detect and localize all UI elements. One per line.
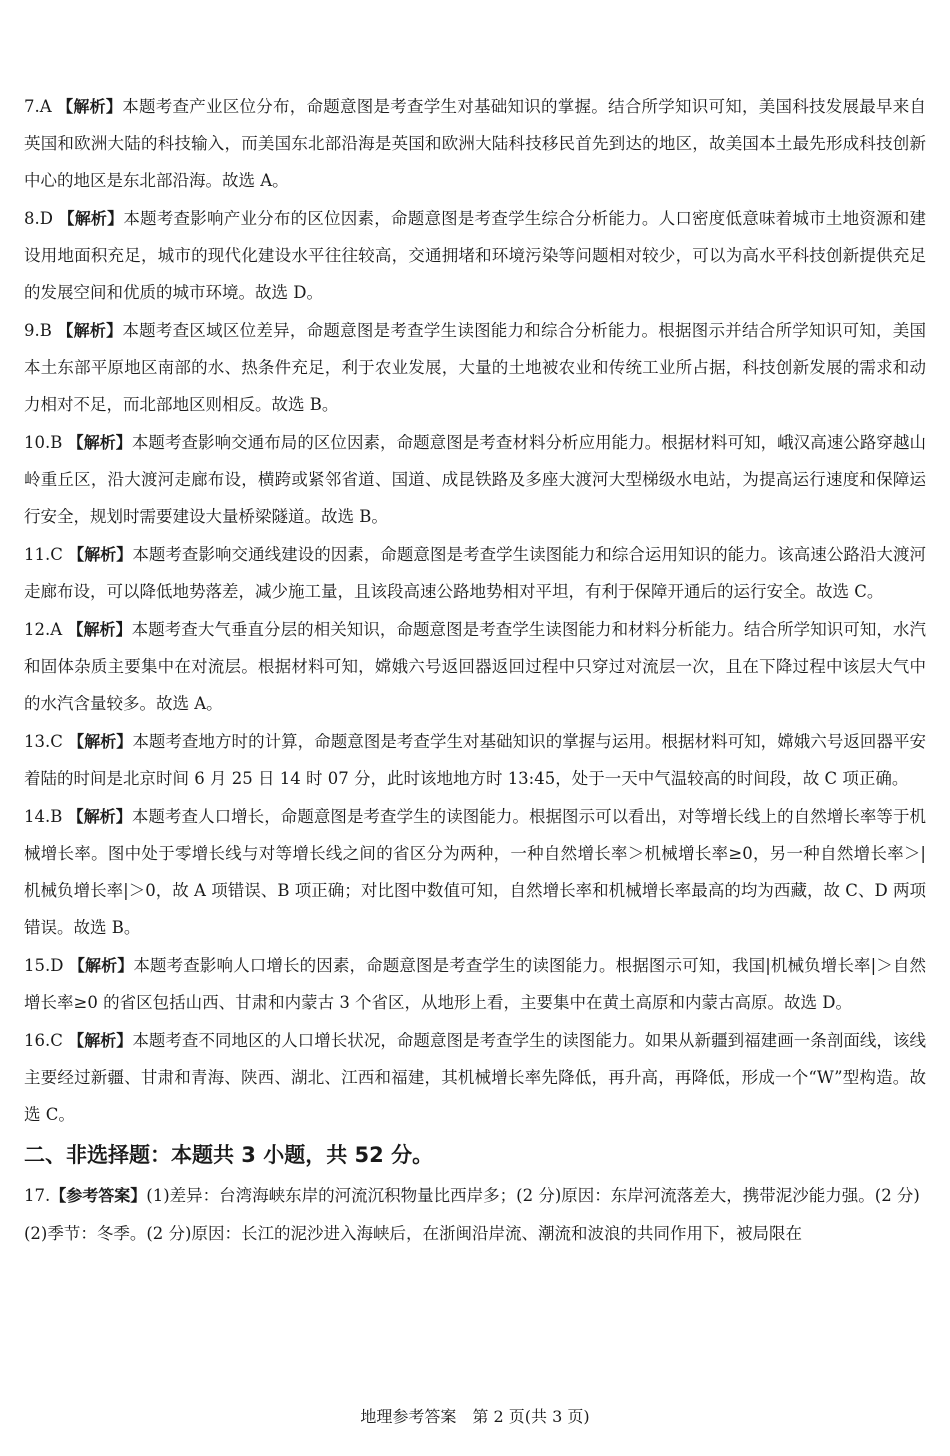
answer-q13 (24, 723, 926, 797)
analysis-text: 本题考查大气垂直分层的相关知识，命题意图是考查学生读图能力和材料分析能力。结合所学知识可知，水汽和固体杂质主要集中在对流层。根据材料可知，嫦娥六号返回器返回过程中只穿过对流层一次，且在下降过程中该层大气中的水汽含量较多。故选 A。 (24, 620, 926, 713)
question-number: 16.C (24, 1031, 63, 1050)
analysis-text: 本题考查产业区位分布，命题意图是考查学生对基础知识的掌握。结合所学知识可知，美国科技发展最早来自英国和欧洲大陆的科技输入，而美国东北部沿海是英国和欧洲大陆科技移民首先到达的地区，故美国本土最先形成科技创新中心的地区是东北部沿海。故选 A。 (24, 97, 926, 190)
answer-q12 (24, 611, 926, 722)
analysis-text: 本题考查地方时的计算，命题意图是考查学生对基础知识的掌握与运用。根据材料可知，嫦娥六号返回器平安着陆的时间是北京时间 6 月 25 日 14 时 07 分，此时该地地方时 13:45，处于一天中气温较高的时间段，故 C 项正确。 (24, 732, 926, 788)
question-number: 14.B (24, 807, 63, 826)
question-number: 10.B (24, 433, 63, 452)
question-number: 11.C (24, 545, 63, 564)
answer-q17-part2 (24, 1215, 926, 1252)
reference-answer-tag: 【参考答案】 (50, 1186, 147, 1205)
question-number: 9.B (24, 321, 52, 340)
answer-q17-part1 (24, 1177, 926, 1214)
question-number: 7.A (24, 97, 52, 116)
analysis-tag: 【解析】 (57, 97, 123, 116)
question-number: 13.C (24, 732, 63, 751)
question-number: 8.D (24, 209, 53, 228)
answer-q7 (24, 88, 926, 199)
analysis-tag: 【解析】 (68, 1031, 133, 1050)
analysis-text: 本题考查影响交通布局的区位因素，命题意图是考查材料分析应用能力。根据材料可知，峨汉高速公路穿越山岭重丘区，沿大渡河走廊布设，横跨或紧邻省道、国道、成昆铁路及多座大渡河大型梯级水电站，为提高运行速度和保障运行安全，规划时需要建设大量桥梁隧道。故选 B。 (24, 433, 926, 526)
analysis-text: 本题考查影响产业分布的区位因素，命题意图是考查学生综合分析能力。人口密度低意味着城市土地资源和建设用地面积充足，城市的现代化建设水平往往较高，交通拥堵和环境污染等问题相对较少，可以为高水平科技创新提供充足的发展空间和优质的城市环境。故选 D。 (24, 209, 926, 302)
answer-text: (2)季节：冬季。(2 分)原因：长江的泥沙进入海峡后，在浙闽沿岸流、潮流和波浪的共同作用下，被局限在 (24, 1224, 802, 1243)
answer-q11 (24, 536, 926, 610)
answer-q10 (24, 424, 926, 535)
question-number: 12.A (24, 620, 63, 639)
analysis-tag: 【解析】 (58, 209, 124, 228)
analysis-tag: 【解析】 (67, 433, 132, 452)
analysis-tag: 【解析】 (68, 732, 133, 751)
page-footer: 地理参考答案 第 2 页(共 3 页) (360, 1407, 590, 1426)
analysis-tag: 【解析】 (67, 620, 132, 639)
question-number: 15.D (24, 956, 64, 975)
analysis-text: 本题考查区域区位差异，命题意图是考查学生读图能力和综合分析能力。根据图示并结合所学知识可知，美国本土东部平原地区南部的水、热条件充足，利于农业发展，大量的土地被农业和传统工业所占据，科技创新发展的需求和动力相对不足，而北部地区则相反。故选 B。 (24, 321, 926, 414)
analysis-tag: 【解析】 (68, 545, 133, 564)
answer-text: (1)差异：台湾海峡东岸的河流沉积物量比西岸多；(2 分)原因：东岸河流落差大，携带泥沙能力强。(2 分) (146, 1186, 920, 1205)
question-number: 17. (24, 1186, 51, 1205)
answer-q14 (24, 798, 926, 946)
analysis-text: 本题考查不同地区的人口增长状况，命题意图是考查学生的读图能力。如果从新疆到福建画一条剖面线，该线主要经过新疆、甘肃和青海、陕西、湖北、江西和福建，其机械增长率先降低，再升高，再降低，形成一个“W”型构造。故选 C。 (24, 1031, 926, 1124)
analysis-tag: 【解析】 (57, 321, 123, 340)
analysis-text: 本题考查人口增长，命题意图是考查学生的读图能力。根据图示可以看出，对等增长线上的自然增长率等于机械增长率。图中处于零增长线与对等增长线之间的省区分为两种，一种自然增长率＞机械增长率≥0，另一种自然增长率＞|机械负增长率|＞0，故 A 项错误、B 项正确；对比图中数值可知，自然增长率和机械增长率最高的均为西藏，故 C、D 两项错误。故选 B。 (24, 807, 926, 937)
answer-q16 (24, 1022, 926, 1133)
answer-q8 (24, 200, 926, 311)
answer-q15 (24, 947, 926, 1021)
analysis-text: 本题考查影响人口增长的因素，命题意图是考查学生的读图能力。根据图示可知，我国|机械负增长率|＞自然增长率≥0 的省区包括山西、甘肃和内蒙古 3 个省区，从地形上看，主要集中在黄土高原和内蒙古高原。故选 D。 (24, 956, 926, 1012)
analysis-tag: 【解析】 (68, 956, 134, 975)
answer-q9 (24, 312, 926, 423)
section-title: 二、非选择题：本题共 3 小题，共 52 分。 (24, 1143, 434, 1167)
analysis-tag: 【解析】 (67, 807, 132, 826)
analysis-text: 本题考查影响交通线建设的因素，命题意图是考查学生读图能力和综合运用知识的能力。该高速公路沿大渡河走廊布设，可以降低地势落差，减少施工量，且该段高速公路地势相对平坦，有利于保障开通后的运行安全。故选 C。 (24, 545, 926, 601)
